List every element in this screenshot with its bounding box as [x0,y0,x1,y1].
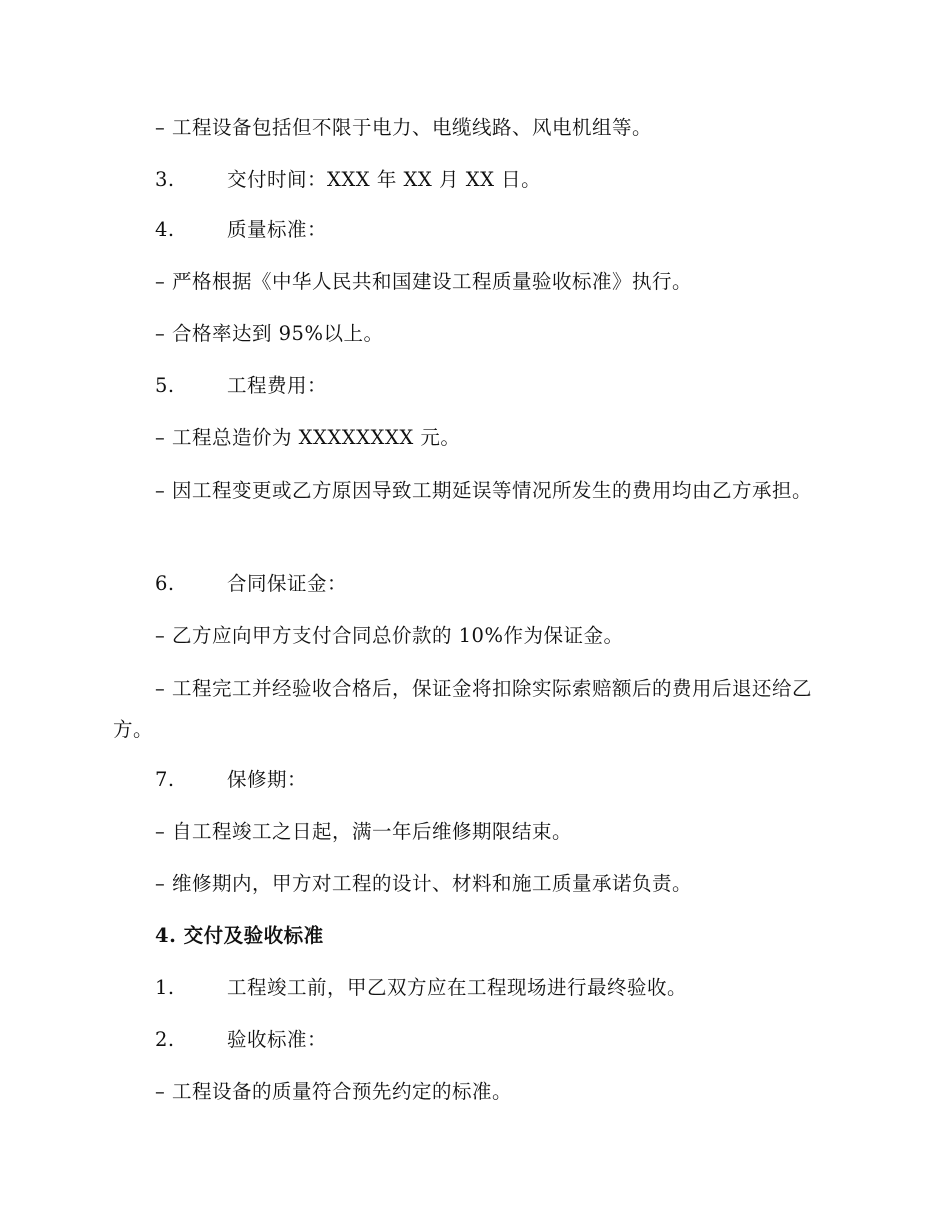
numbered-item [155,570,870,598]
item-text: 交付时间：XXX 年 XX 月 XX 日。 [227,168,542,191]
numbered-item [155,974,870,1002]
item-number: 3. [155,168,175,191]
item-text: 工程竣工前，甲乙双方应在工程现场进行最终验收。 [227,976,688,999]
item-number: 4. [155,218,175,241]
bullet-line: – 合格率达到 95%以上。 [155,322,384,345]
item-text: 合同保证金： [227,572,348,595]
numbered-item [155,166,870,194]
item-text: 工程费用： [227,374,328,397]
wrapped-paragraph: – 因工程变更或乙方原因导致工期延误等情况所发生的费用均由乙方承担。 [155,479,812,502]
bullet-line: – 维修期内，甲方对工程的设计、材料和施工质量承诺负责。 [155,872,692,895]
item-number: 7. [155,768,175,791]
numbered-item [155,216,870,244]
bullet-line: – 严格根据《中华人民共和国建设工程质量验收标准》执行。 [155,270,692,293]
item-text: 质量标准： [227,218,328,241]
item-text: 验收标准： [227,1028,328,1051]
item-text: 保修期： [227,768,308,791]
bullet-line: – 工程设备包括但不限于电力、电缆线路、风电机组等。 [155,116,652,139]
item-number: 2. [155,1028,175,1051]
item-number: 1. [155,976,175,999]
wrapped-paragraph: – 工程完工并经验收合格后，保证金将扣除实际索赔额后的费用后退还给乙方。 [113,677,812,741]
bullet-line: – 工程总造价为 XXXXXXXX 元。 [155,426,461,449]
bullet-line: – 乙方应向甲方支付合同总价款的 10%作为保证金。 [155,624,624,647]
bullet-line: – 工程设备的质量符合预先约定的标准。 [155,1080,512,1103]
numbered-item [155,372,870,400]
numbered-item [155,1026,870,1054]
section-heading: 4. 交付及验收标准 [155,924,324,947]
item-number: 6. [155,572,175,595]
numbered-item [155,766,870,794]
bullet-line: – 自工程竣工之日起，满一年后维修期限结束。 [155,820,572,843]
item-number: 5. [155,374,175,397]
